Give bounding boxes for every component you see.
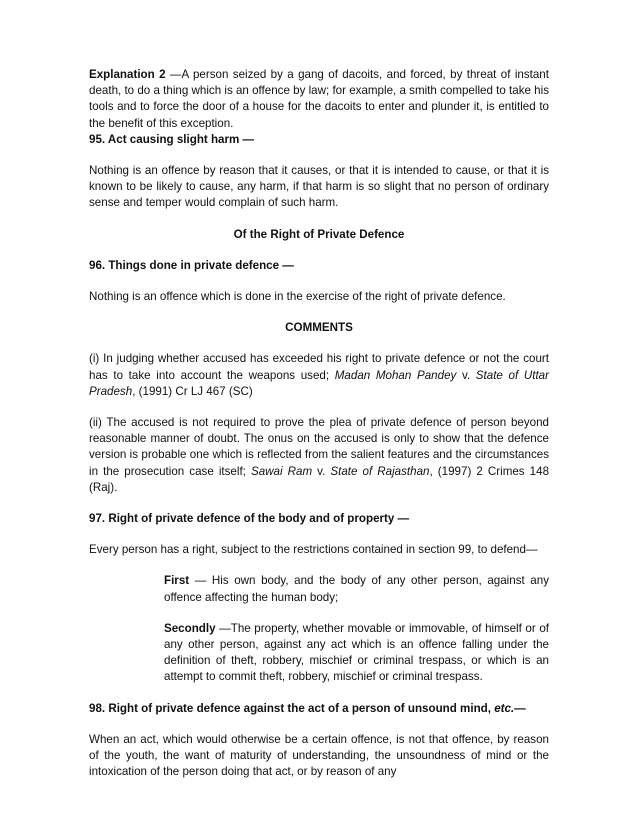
comment-2-text: (ii) The accused is not required to prove the plea of private defence of person beyond reasonable manner of doubt. The onus on the accused is only to show that the defence version is probable one which is reflected from the salient features and the circumstances in the prosecution case itself; <box>89 416 549 478</box>
section-97-body: Every person has a right, subject to the restrictions contained in section 99, to defend— <box>89 543 538 557</box>
section-97-secondly-label: Secondly <box>164 621 216 635</box>
comment-2-citation: , (1997) 2 Crimes 148 (Raj). <box>89 464 550 494</box>
comment-1-text: (i) In judging whether accused has exceeded his right to private defence or not the court has to take into account the weapons used; <box>89 352 549 382</box>
section-97-secondly <box>164 621 549 686</box>
comment-2 <box>89 415 549 496</box>
section-97-secondly-text: —The property, whether movable or immovable, of himself or of any other person, against any act which is an offence falling under the definition of theft, robbery, mischief or criminal trespass, or which is an attempt to commit theft, robbery, mischief or criminal trespass. <box>164 621 549 684</box>
section-97-first <box>164 573 549 605</box>
comment-1-case-b: State of Uttar Pradesh <box>89 368 549 398</box>
explanation-2-label: Explanation 2 <box>89 68 166 81</box>
explanation-2 <box>89 67 549 132</box>
comment-1-case-a: Madan Mohan Pandey <box>334 368 457 382</box>
section-98-heading-dash: — <box>514 701 526 715</box>
comment-1 <box>89 351 549 400</box>
section-98-body: When an act, which would otherwise be a certain offence, is not that offence, by reason of the youth, the want of maturity of understanding, the unsoundness of mind or the intoxication of the person doing that act, or by reason of any <box>89 732 549 779</box>
section-97-heading: 97. Right of private defence of the body and of property — <box>89 512 410 526</box>
section-98-heading <box>89 701 549 717</box>
section-98-heading-text: 98. Right of private defence against the act of a person of unsound mind, <box>89 701 495 715</box>
section-96-heading: 96. Things done in private defence — <box>89 258 294 272</box>
comment-1-citation: , (1991) Cr LJ 467 (SC) <box>132 384 253 398</box>
section-97-first-text: — His own body, and the body of any other person, against any offence affecting the human body; <box>164 574 549 604</box>
section-95-body: Nothing is an offence by reason that it causes, or that it is intended to cause, or that it is known to be likely to cause, any harm, if that harm is so slight that no person of ordinary sense and temper would complain of such harm. <box>89 164 549 210</box>
comment-1-v: v. <box>456 368 476 382</box>
comment-2-v: v. <box>312 464 331 478</box>
section-97-first-label: First <box>164 574 190 588</box>
comments-title: COMMENTS <box>285 321 353 335</box>
part-title: Of the Right of Private Defence <box>233 227 405 241</box>
explanation-2-text: —A person seized by a gang of dacoits, and forced, by threat of instant death, to do a thing which is an offence by law; for example, a smith compelled to take his tools and to force the door of a house for the dacoits to enter and plunder it, is entitled to the benefit of this exception. <box>89 68 549 130</box>
comment-2-case-b: State of Rajasthan <box>330 464 430 478</box>
comment-2-case-a: Sawai Ram <box>250 464 313 478</box>
section-98-heading-etc: etc. <box>494 701 515 715</box>
section-96-body: Nothing is an offence which is done in the exercise of the right of private defence. <box>89 290 506 304</box>
section-95-heading: 95. Act causing slight harm — <box>89 132 255 146</box>
